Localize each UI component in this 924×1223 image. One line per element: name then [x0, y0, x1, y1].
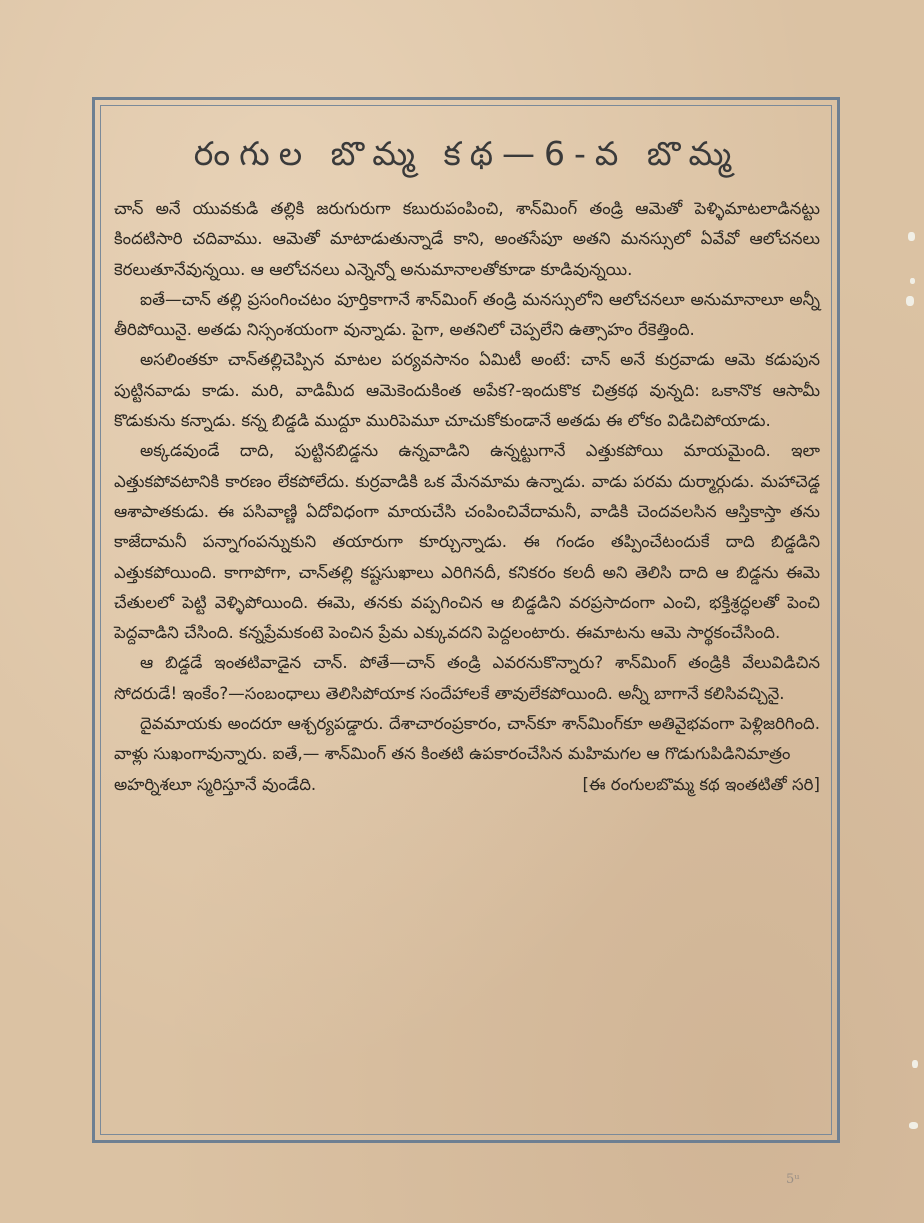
page-number-mark: 5ᵘ [786, 1172, 800, 1187]
end-note: [ఈ రంగులబొమ్మ కథ ఇంతటితో సరి] [582, 774, 820, 794]
closing-text: అహర్నిశలూ స్మరిస్తూనే వుండేది. [114, 774, 317, 794]
paragraph-1: చాన్ అనే యువకుడి తల్లికి జరుగురుగా కబురుపంపించి, శాన్‌మింగ్ తండ్రి ఆమెతో పెళ్ళిమాటలాడినట్టు కిందటిసారి చదివాము. ఆమెతో మాటాడుతున్నాడే కాని, అంతసేపూ అతని మనస్సులో ఏవేవో ఆలోచనలు కెరలుతూనేవున్నయి. ఆ ఆలోచనలు ఎన్నెన్నో అనుమానాలతోకూడా కూడివున్నయి. [114, 199, 820, 279]
paragraph-2: ఐతే—చాన్ తల్లి ప్రసంగించటం పూర్తికాగానే శాన్‌మింగ్ తండ్రి మనస్సులోని ఆలోచనలూ అనుమానాలూ అన్నీ తీరిపోయినై. అతడు నిస్సంశయంగా వున్నాడు. పైగా, అతనిలో చెప్పలేని ఉత్సాహం రేకెత్తింది. [114, 289, 820, 340]
paragraph-6: దైవమాయకు అందరూ ఆశ్చర్యపడ్డారు. దేశాచారంప్రకారం, చాన్‌కూ శాన్‌మింగ్‌కూ అతివైభవంగా పెళ్లిజరిగింది. వాళ్లు సుఖంగావున్నారు. ఐతే,— శాన్‌మింగ్ తన కింతటి ఉపకారంచేసిన మహిమగల ఆ గొడుగుపిడినిమాత్రం [114, 714, 820, 764]
article-content [108, 112, 826, 1128]
paragraph-5: ఆ బిడ్డడే ఇంతటివాడైన చాన్. పోతే—చాన్ తండ్రి ఎవరనుకొన్నారు? శాన్‌మింగ్ తండ్రికి వేలువిడిచిన సోదరుడే! ఇంకేం?—సంబంధాలు తెలిసిపోయాక సందేహాలకే తావులేకపోయింది. అన్నీ బాగానే కలిసివచ్చినై. [114, 653, 820, 703]
article-title: రంగుల బొమ్మ కథ—6-వ బొమ్మ [193, 134, 741, 173]
paragraph-3: అసలింతకూ చాన్‌తల్లిచెప్పిన మాటల పర్యవసానం ఏమిటీ అంటే: చాన్ అనే కుర్రవాడు ఆమె కడుపున పుట్టినవాడు కాడు. మరి, వాడిమీద ఆమెకెందుకింత అపేక?-ఇందుకొక చిత్రకథ వున్నది: ఒకానొక ఆసామీ కొడుకును కన్నాడు. కన్న బిడ్డడి ముద్దూ మురిపెమూ చూచుకోకుండానే అతడు ఈ లోకం విడిచిపోయాడు. [114, 350, 820, 431]
paragraph-4: అక్కడవుండే దాది, పుట్టినబిడ్డను ఉన్నవాడిని ఉన్నట్టుగానే ఎత్తుకపోయి మాయమైంది. ఇలా ఎత్తుకపోవటానికి కారణం లేకపోలేదు. కుర్రవాడికి ఒక మేనమామ ఉన్నాడు. వాడు పరమ దుర్మార్గుడు. మహాచెడ్డ ఆశాపాతకుడు. ఈ పసివాణ్ణి ఏదోవిధంగా మాయచేసి చంపించివేదామనీ, వాడికి చెందవలసిన ఆస్తికాస్తా తను కాజేదామనీ పన్నాగంపన్నుకుని తయారుగా కూర్చున్నాడు. ఈ గండం తప్పించేటందుకే దాది బిడ్డడిని ఎత్తుకపోయింది. కాగాపోగా, చాన్‌తల్లి కష్టసుఖాలు ఎరిగినదీ, కనికరం కలదీ అని తెలిసి దాది ఆ బిడ్డను ఈమె చేతులలో పెట్టి వెళ్ళిపోయింది. ఈమె, తనకు వప్పగించిన ఆ బిడ్డడిని వరప్రసాదంగా ఎంచి, భక్తిశ్రద్ధలతో పెంచి పెద్దవాడిని చేసింది. కన్నప్రేమకంటె పెంచిన ప్రేమ ఎక్కువదని పెద్దలంటారు. ఈమాటను ఆమె సార్థకంచేసింది. [114, 441, 820, 643]
article-body [114, 194, 820, 800]
closing-line [114, 770, 820, 800]
page-edge-wear [894, 220, 924, 1120]
